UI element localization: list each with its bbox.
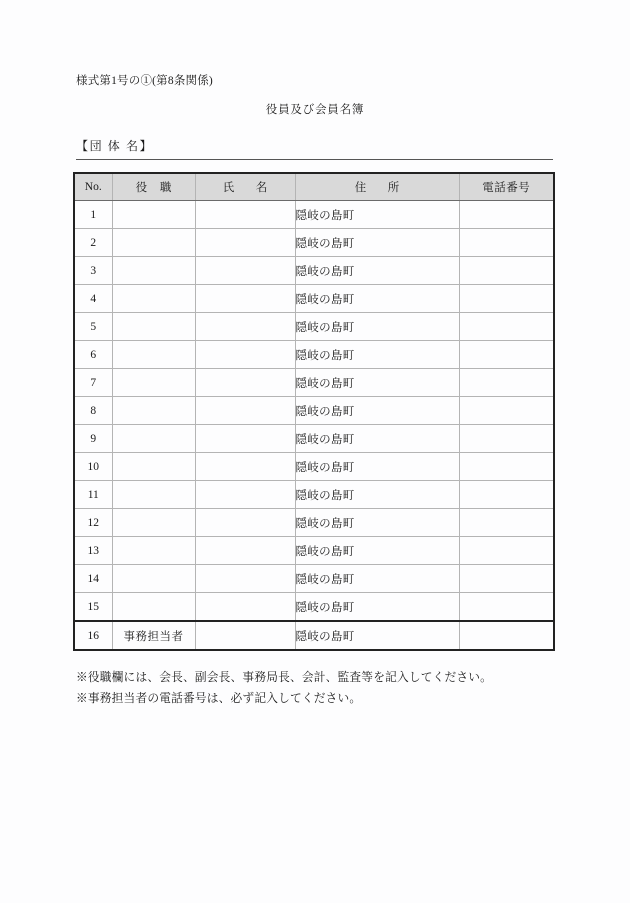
cell-name[interactable] <box>195 313 295 341</box>
organization-name-rule <box>76 159 553 160</box>
note-line: ※事務担当者の電話番号は、必ず記入してください。 <box>76 692 362 705</box>
cell-name[interactable] <box>195 257 295 285</box>
cell-post[interactable] <box>112 257 195 285</box>
cell-no: 15 <box>74 593 112 622</box>
cell-address[interactable]: 隠岐の島町 <box>295 621 459 650</box>
cell-name[interactable] <box>195 397 295 425</box>
cell-no: 16 <box>74 621 112 650</box>
note-line: ※役職欄には、会長、副会長、事務局長、会計、監査等を記入してください。 <box>76 671 493 684</box>
cell-no: 13 <box>74 537 112 565</box>
cell-no: 14 <box>74 565 112 593</box>
cell-no: 12 <box>74 509 112 537</box>
cell-no: 9 <box>74 425 112 453</box>
cell-name[interactable] <box>195 229 295 257</box>
organization-name-block <box>76 137 553 160</box>
column-header-address: 住 所 <box>295 173 459 201</box>
cell-no: 8 <box>74 397 112 425</box>
cell-telephone[interactable] <box>459 621 554 650</box>
table-row <box>74 453 554 481</box>
cell-telephone[interactable] <box>459 565 554 593</box>
cell-address[interactable]: 隠岐の島町 <box>295 201 459 229</box>
cell-post[interactable] <box>112 425 195 453</box>
table-row <box>74 509 554 537</box>
table-row <box>74 397 554 425</box>
cell-name[interactable] <box>195 369 295 397</box>
cell-name[interactable] <box>195 537 295 565</box>
cell-no: 6 <box>74 341 112 369</box>
table-row <box>74 341 554 369</box>
cell-address[interactable]: 隠岐の島町 <box>295 285 459 313</box>
cell-address[interactable]: 隠岐の島町 <box>295 453 459 481</box>
cell-no: 1 <box>74 201 112 229</box>
cell-telephone[interactable] <box>459 425 554 453</box>
cell-no: 10 <box>74 453 112 481</box>
cell-post[interactable] <box>112 481 195 509</box>
cell-no: 2 <box>74 229 112 257</box>
table-row <box>74 369 554 397</box>
cell-post[interactable] <box>112 565 195 593</box>
table-row <box>74 425 554 453</box>
cell-name[interactable] <box>195 285 295 313</box>
cell-telephone[interactable] <box>459 369 554 397</box>
cell-name[interactable] <box>195 509 295 537</box>
column-header-telephone: 電話番号 <box>459 173 554 201</box>
table-row <box>74 285 554 313</box>
cell-telephone[interactable] <box>459 537 554 565</box>
cell-telephone[interactable] <box>459 201 554 229</box>
cell-address[interactable]: 隠岐の島町 <box>295 425 459 453</box>
document-title: 役員及び会員名簿 <box>265 104 365 116</box>
cell-address[interactable]: 隠岐の島町 <box>295 369 459 397</box>
table-header-row <box>74 173 554 201</box>
cell-post[interactable] <box>112 201 195 229</box>
table-row <box>74 537 554 565</box>
cell-telephone[interactable] <box>459 481 554 509</box>
table-row <box>74 257 554 285</box>
cell-post[interactable]: 事務担当者 <box>112 621 195 650</box>
cell-no: 4 <box>74 285 112 313</box>
cell-name[interactable] <box>195 425 295 453</box>
cell-no: 5 <box>74 313 112 341</box>
roster-table <box>73 172 555 651</box>
cell-address[interactable]: 隠岐の島町 <box>295 229 459 257</box>
cell-post[interactable] <box>112 453 195 481</box>
cell-telephone[interactable] <box>459 257 554 285</box>
cell-name[interactable] <box>195 593 295 622</box>
cell-address[interactable]: 隠岐の島町 <box>295 341 459 369</box>
cell-telephone[interactable] <box>459 453 554 481</box>
notes-block <box>76 667 576 709</box>
cell-telephone[interactable] <box>459 509 554 537</box>
table-row <box>74 621 554 650</box>
cell-name[interactable] <box>195 481 295 509</box>
roster-table-body <box>74 201 554 651</box>
cell-telephone[interactable] <box>459 341 554 369</box>
cell-name[interactable] <box>195 341 295 369</box>
cell-name[interactable] <box>195 201 295 229</box>
cell-post[interactable] <box>112 509 195 537</box>
cell-address[interactable]: 隠岐の島町 <box>295 397 459 425</box>
cell-telephone[interactable] <box>459 313 554 341</box>
table-row <box>74 201 554 229</box>
cell-no: 11 <box>74 481 112 509</box>
cell-post[interactable] <box>112 285 195 313</box>
cell-post[interactable] <box>112 397 195 425</box>
cell-post[interactable] <box>112 593 195 622</box>
cell-no: 3 <box>74 257 112 285</box>
cell-post[interactable] <box>112 229 195 257</box>
cell-name[interactable] <box>195 621 295 650</box>
cell-telephone[interactable] <box>459 397 554 425</box>
cell-address[interactable]: 隠岐の島町 <box>295 509 459 537</box>
cell-address[interactable]: 隠岐の島町 <box>295 537 459 565</box>
cell-address[interactable]: 隠岐の島町 <box>295 593 459 622</box>
table-row <box>74 229 554 257</box>
cell-telephone[interactable] <box>459 593 554 622</box>
cell-telephone[interactable] <box>459 229 554 257</box>
cell-address[interactable]: 隠岐の島町 <box>295 565 459 593</box>
organization-name-label: 【団 体 名】 <box>76 139 154 153</box>
table-row <box>74 313 554 341</box>
cell-post[interactable] <box>112 369 195 397</box>
cell-no: 7 <box>74 369 112 397</box>
cell-telephone[interactable] <box>459 285 554 313</box>
cell-address[interactable]: 隠岐の島町 <box>295 481 459 509</box>
cell-post[interactable] <box>112 313 195 341</box>
cell-name[interactable] <box>195 453 295 481</box>
table-row <box>74 593 554 622</box>
cell-post[interactable] <box>112 341 195 369</box>
cell-post[interactable] <box>112 537 195 565</box>
cell-name[interactable] <box>195 565 295 593</box>
column-header-post: 役 職 <box>112 173 195 201</box>
roster-table-header <box>74 173 554 201</box>
table-row <box>74 565 554 593</box>
column-header-name: 氏 名 <box>195 173 295 201</box>
form-code: 様式第1号の①(第8条関係) <box>76 75 213 87</box>
column-header-no: No. <box>74 173 112 201</box>
table-row <box>74 481 554 509</box>
cell-address[interactable]: 隠岐の島町 <box>295 313 459 341</box>
cell-address[interactable]: 隠岐の島町 <box>295 257 459 285</box>
